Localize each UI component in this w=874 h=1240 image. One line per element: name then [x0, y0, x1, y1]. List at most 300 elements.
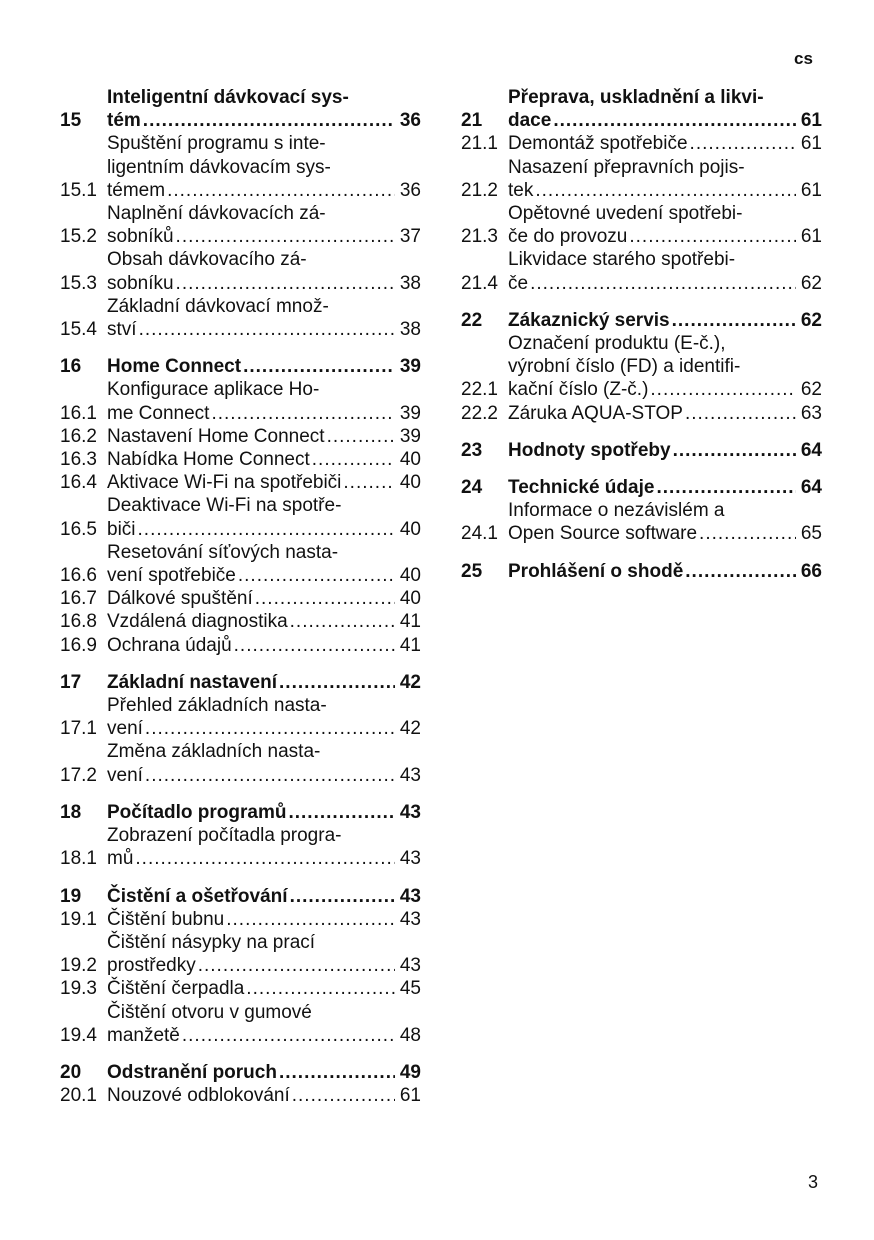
entry-body — [107, 471, 421, 494]
entry-title-line: Čištění násypky na prací — [107, 931, 316, 953]
entry-number: 21.2 — [461, 179, 498, 201]
entry-last-line — [107, 109, 421, 132]
entry-body — [107, 494, 421, 540]
entry-title-line: vení spotřebiče — [107, 565, 236, 587]
entry-body — [107, 931, 421, 977]
language-code: cs — [794, 49, 813, 68]
entry-number: 25 — [461, 560, 483, 582]
entry-title-line: sobníků — [107, 226, 174, 248]
entry-title-line: Čištění čerpadla — [107, 978, 245, 1000]
entry-title-line: ství — [107, 319, 137, 341]
entry-body — [508, 86, 822, 132]
dot-leader — [327, 425, 395, 448]
toc-heading[interactable] — [461, 560, 822, 583]
entry-number: 16.6 — [60, 565, 97, 587]
entry-number: 17.2 — [60, 764, 97, 786]
entry-last-line — [508, 132, 822, 155]
page-ref: 40 — [399, 449, 421, 471]
page-ref: 36 — [399, 179, 421, 201]
dot-leader — [673, 439, 796, 462]
entry-body — [107, 1001, 421, 1047]
page-ref: 43 — [399, 764, 421, 786]
entry-title-line: mů — [107, 848, 134, 870]
dot-leader — [279, 1061, 395, 1084]
entry-number: 21.4 — [461, 272, 498, 294]
entry-last-line — [107, 587, 421, 610]
entry-title-line: tém — [107, 110, 141, 132]
page-ref: 36 — [399, 110, 421, 132]
entry-body — [508, 402, 822, 425]
dot-leader — [279, 671, 395, 694]
dot-leader — [672, 309, 796, 332]
entry-title-line: vení — [107, 764, 143, 786]
page-ref: 43 — [399, 885, 421, 907]
page-ref: 43 — [399, 908, 421, 930]
page-ref: 62 — [800, 272, 822, 294]
entry-last-line — [107, 272, 421, 295]
toc-entry[interactable] — [461, 132, 822, 155]
entry-number: 16.3 — [60, 449, 97, 471]
entry-body — [508, 439, 822, 462]
page-ref: 43 — [399, 801, 421, 823]
entry-number: 24 — [461, 477, 483, 499]
page-ref: 37 — [399, 226, 421, 248]
entry-title-line: témem — [107, 179, 166, 201]
page-ref: 40 — [399, 588, 421, 610]
entry-last-line — [107, 179, 421, 202]
entry-last-line — [107, 518, 421, 541]
entry-number: 15.3 — [60, 272, 97, 294]
toc-heading[interactable] — [60, 1061, 421, 1084]
toc-entry[interactable] — [60, 931, 421, 977]
page-ref: 48 — [399, 1024, 421, 1046]
toc-entry[interactable] — [60, 908, 421, 931]
entry-number: 15.1 — [60, 179, 97, 201]
toc-section — [60, 1061, 421, 1107]
entry-title-line: Nabídka Home Connect — [107, 449, 310, 471]
entry-title-line: Dálkové spuštění — [107, 588, 253, 610]
dot-leader — [238, 564, 395, 587]
entry-last-line — [107, 847, 421, 870]
entry-body — [107, 378, 421, 424]
toc-entry[interactable] — [60, 471, 421, 494]
entry-body — [508, 332, 822, 402]
entry-title-line: Ochrana údajů — [107, 634, 232, 656]
toc-entry[interactable] — [60, 740, 421, 786]
entry-number: 18.1 — [60, 848, 97, 870]
page-ref: 41 — [399, 611, 421, 633]
entry-title-line: Nastavení Home Connect — [107, 425, 325, 447]
entry-title-line: Přeprava, uskladnění a likvi- — [508, 87, 764, 108]
dot-leader — [690, 132, 796, 155]
entry-title-line: Home Connect — [107, 356, 242, 378]
entry-title-line: Likvidace starého spotřebi- — [508, 249, 736, 271]
page-ref: 64 — [800, 477, 822, 499]
entry-number: 15.4 — [60, 319, 97, 341]
entry-last-line — [107, 634, 421, 657]
entry-number: 16.5 — [60, 518, 97, 540]
entry-title-line: Demontáž spotřebiče — [508, 133, 688, 155]
entry-title-line: Open Source software — [508, 523, 698, 545]
entry-last-line — [107, 908, 421, 931]
entry-body — [508, 560, 822, 583]
entry-title-line: kační číslo (Z-č.) — [508, 379, 649, 401]
dot-leader — [198, 954, 395, 977]
toc-heading[interactable] — [60, 671, 421, 694]
entry-title-line: výrobní číslo (FD) a identifi- — [508, 356, 741, 378]
entry-number: 21.3 — [461, 226, 498, 248]
dot-leader — [530, 272, 796, 295]
toc-entry[interactable] — [60, 634, 421, 657]
entry-title-line: Nasazení přepravních pojis- — [508, 156, 745, 178]
dot-leader — [246, 977, 395, 1000]
toc-entry[interactable] — [461, 499, 822, 545]
entry-last-line — [508, 272, 822, 295]
entry-title-line: Čištění bubnu — [107, 908, 225, 930]
entry-number: 19.4 — [60, 1024, 97, 1046]
entry-title-line: Opětovné uvedení spotřebi- — [508, 203, 743, 225]
entry-body — [107, 448, 421, 471]
entry-title-line: prostředky — [107, 955, 196, 977]
page-ref: 40 — [399, 518, 421, 540]
entry-body — [107, 977, 421, 1000]
dot-leader — [145, 764, 395, 787]
entry-title-line: Deaktivace Wi-Fi na spotře- — [107, 495, 342, 517]
entry-last-line — [508, 439, 822, 462]
page-ref: 66 — [800, 560, 822, 582]
dot-leader — [176, 225, 395, 248]
page-ref: 62 — [800, 309, 822, 331]
entry-body — [508, 309, 822, 332]
entry-body — [107, 885, 421, 908]
entry-title-line: Změna základních nasta- — [107, 741, 321, 763]
toc-heading[interactable] — [461, 86, 822, 132]
entry-last-line — [107, 977, 421, 1000]
dot-leader — [290, 885, 395, 908]
entry-last-line — [107, 801, 421, 824]
entry-title-line: Informace o nezávislém a — [508, 500, 725, 522]
entry-number: 16.1 — [60, 402, 97, 424]
entry-body — [508, 499, 822, 545]
entry-last-line — [508, 179, 822, 202]
toc-heading[interactable] — [60, 801, 421, 824]
toc-entry[interactable] — [60, 1084, 421, 1107]
entry-title-line: Spuštění programu s inte- — [107, 133, 326, 155]
dot-leader — [312, 448, 395, 471]
entry-last-line — [107, 471, 421, 494]
entry-title-line: manžetě — [107, 1024, 180, 1046]
entry-last-line — [508, 522, 822, 545]
toc-entry[interactable] — [60, 448, 421, 471]
dot-leader — [685, 402, 796, 425]
entry-number: 23 — [461, 439, 483, 461]
entry-body — [107, 202, 421, 248]
toc-entry[interactable] — [461, 402, 822, 425]
toc-entry[interactable] — [60, 494, 421, 540]
entry-last-line — [107, 448, 421, 471]
entry-title-line: Čistění a ošetřování — [107, 885, 288, 907]
toc-section — [461, 439, 822, 462]
entry-last-line — [508, 476, 822, 499]
toc-entry[interactable] — [60, 610, 421, 633]
entry-last-line — [107, 764, 421, 787]
entry-title-line: dace — [508, 110, 552, 132]
entry-number: 19 — [60, 885, 82, 907]
entry-last-line — [107, 355, 421, 378]
entry-number: 24.1 — [461, 523, 498, 545]
entry-title-line: Nouzové odblokování — [107, 1085, 290, 1107]
page-ref: 61 — [800, 110, 822, 132]
entry-title-line: biči — [107, 518, 136, 540]
toc-entry[interactable] — [60, 1001, 421, 1047]
entry-number: 22.2 — [461, 402, 498, 424]
entry-last-line — [107, 1084, 421, 1107]
toc-entry[interactable] — [60, 694, 421, 740]
entry-last-line — [107, 717, 421, 740]
page-ref: 43 — [399, 955, 421, 977]
entry-last-line — [107, 885, 421, 908]
toc-heading[interactable] — [60, 355, 421, 378]
toc-entry[interactable] — [60, 541, 421, 587]
dot-leader — [226, 908, 395, 931]
entry-title-line: Odstranění poruch — [107, 1061, 277, 1083]
entry-body — [107, 801, 421, 824]
entry-number: 16.7 — [60, 588, 97, 610]
entry-title-line: Počítadlo programů — [107, 801, 287, 823]
entry-number: 20 — [60, 1061, 82, 1083]
toc-section — [60, 885, 421, 1047]
dot-leader — [135, 847, 395, 870]
entry-body — [107, 824, 421, 870]
entry-title-line: vení — [107, 718, 143, 740]
entry-number: 16.8 — [60, 611, 97, 633]
entry-number: 18 — [60, 801, 82, 823]
entry-body — [107, 355, 421, 378]
toc-column-right — [461, 86, 822, 597]
toc-entry[interactable] — [60, 977, 421, 1000]
dot-leader — [656, 476, 796, 499]
entry-number: 17 — [60, 671, 82, 693]
dot-leader — [176, 272, 395, 295]
entry-title-line: ligentním dávkovacím sys- — [107, 156, 331, 178]
entry-number: 16 — [60, 356, 82, 378]
entry-title-line: Technické údaje — [508, 477, 655, 499]
page-ref: 39 — [399, 356, 421, 378]
toc-entry[interactable] — [60, 824, 421, 870]
entry-body — [107, 908, 421, 931]
toc-entry[interactable] — [60, 132, 421, 202]
entry-body — [107, 248, 421, 294]
toc-entry[interactable] — [60, 295, 421, 341]
entry-last-line — [508, 225, 822, 248]
dot-leader — [650, 378, 796, 401]
page-ref: 61 — [399, 1085, 421, 1107]
dot-leader — [685, 560, 796, 583]
entry-body — [508, 476, 822, 499]
entry-title-line: Aktivace Wi-Fi na spotřebiči — [107, 472, 342, 494]
entry-title-line: Zobrazení počítadla progra- — [107, 825, 342, 847]
entry-number: 15.2 — [60, 226, 97, 248]
entry-body — [107, 740, 421, 786]
dot-leader — [139, 318, 395, 341]
toc-section — [60, 801, 421, 871]
dot-leader — [292, 1084, 395, 1107]
entry-body — [107, 425, 421, 448]
page-ref: 62 — [800, 379, 822, 401]
entry-title-line: Zákaznický servis — [508, 309, 670, 331]
dot-leader — [182, 1024, 395, 1047]
toc-entry[interactable] — [60, 248, 421, 294]
toc-heading[interactable] — [461, 309, 822, 332]
page-ref: 45 — [399, 978, 421, 1000]
entry-body — [508, 248, 822, 294]
toc-column-left — [60, 86, 421, 1121]
toc-heading[interactable] — [461, 439, 822, 462]
page-ref: 40 — [399, 472, 421, 494]
page-ref: 61 — [800, 133, 822, 155]
page-ref: 39 — [399, 425, 421, 447]
entry-body — [107, 86, 421, 132]
entry-title-line: Inteligentní dávkovací sys- — [107, 87, 349, 108]
entry-last-line — [508, 109, 822, 132]
entry-title-line: če do provozu — [508, 226, 628, 248]
page-ref: 61 — [800, 226, 822, 248]
dot-leader — [343, 471, 395, 494]
entry-title-line: Prohlášení o shodě — [508, 560, 684, 582]
entry-number: 16.9 — [60, 634, 97, 656]
page-number: 3 — [808, 1172, 819, 1192]
entry-body — [107, 610, 421, 633]
entry-last-line — [508, 560, 822, 583]
toc-section — [60, 671, 421, 787]
toc-entry[interactable] — [60, 425, 421, 448]
entry-title-line: Resetování síťových nasta- — [107, 541, 339, 563]
entry-last-line — [107, 318, 421, 341]
entry-title-line: Konfigurace aplikace Ho- — [107, 379, 320, 401]
toc-section — [60, 355, 421, 657]
entry-body — [107, 634, 421, 657]
entry-last-line — [107, 564, 421, 587]
dot-leader — [145, 717, 395, 740]
entry-title-line: Obsah dávkovacího zá- — [107, 249, 307, 271]
entry-number: 22 — [461, 309, 483, 331]
entry-number: 21 — [461, 110, 483, 132]
toc-entry[interactable] — [461, 248, 822, 294]
entry-body — [107, 587, 421, 610]
entry-last-line — [508, 402, 822, 425]
dot-leader — [167, 179, 395, 202]
entry-last-line — [107, 402, 421, 425]
entry-title-line: tek — [508, 179, 534, 201]
toc-entry[interactable] — [461, 156, 822, 202]
entry-title-line: Základní dávkovací množ- — [107, 295, 329, 317]
entry-last-line — [107, 225, 421, 248]
entry-number: 21.1 — [461, 133, 498, 155]
dot-leader — [553, 109, 796, 132]
entry-number: 19.2 — [60, 955, 97, 977]
entry-title-line: Záruka AQUA-STOP — [508, 402, 683, 424]
entry-number: 16.4 — [60, 472, 97, 494]
page-ref: 65 — [800, 523, 822, 545]
entry-number: 19.3 — [60, 978, 97, 1000]
entry-title-line: Základní nastavení — [107, 671, 278, 693]
page-ref: 38 — [399, 272, 421, 294]
dot-leader — [211, 402, 395, 425]
entry-last-line — [107, 671, 421, 694]
dot-leader — [290, 610, 395, 633]
toc-section — [461, 309, 822, 425]
entry-body — [107, 541, 421, 587]
toc-heading[interactable] — [60, 885, 421, 908]
toc-entry[interactable] — [60, 202, 421, 248]
entry-last-line — [508, 309, 822, 332]
entry-number: 22.1 — [461, 379, 498, 401]
page-ref: 63 — [800, 402, 822, 424]
entry-number: 16.2 — [60, 425, 97, 447]
toc-entry[interactable] — [60, 378, 421, 424]
dot-leader — [699, 522, 796, 545]
dot-leader — [243, 355, 395, 378]
entry-last-line — [107, 1024, 421, 1047]
entry-title-line: Naplnění dávkovacích zá- — [107, 203, 326, 225]
entry-body — [107, 694, 421, 740]
page-ref: 49 — [399, 1061, 421, 1083]
page-ref: 42 — [399, 671, 421, 693]
entry-title-line: sobníku — [107, 272, 174, 294]
toc-entry[interactable] — [461, 332, 822, 402]
toc-entry[interactable] — [60, 587, 421, 610]
entry-title-line: Označení produktu (E-č.), — [508, 333, 726, 355]
toc-section — [461, 476, 822, 546]
toc-section — [60, 86, 421, 341]
page-ref: 41 — [399, 634, 421, 656]
entry-body — [107, 295, 421, 341]
entry-title-line: Hodnoty spotřeby — [508, 439, 671, 461]
entry-body — [107, 132, 421, 202]
toc-heading[interactable] — [461, 476, 822, 499]
dot-leader — [629, 225, 796, 248]
toc-section — [461, 560, 822, 583]
entry-last-line — [107, 425, 421, 448]
page-ref: 43 — [399, 848, 421, 870]
dot-leader — [234, 634, 395, 657]
page-ref: 38 — [399, 319, 421, 341]
dot-leader — [288, 801, 395, 824]
toc-entry[interactable] — [461, 202, 822, 248]
page-ref: 42 — [399, 718, 421, 740]
page-ref: 64 — [800, 439, 822, 461]
page-ref: 40 — [399, 565, 421, 587]
dot-leader — [138, 518, 395, 541]
entry-number: 19.1 — [60, 908, 97, 930]
entry-body — [508, 156, 822, 202]
entry-title-line: Vzdálená diagnostika — [107, 611, 288, 633]
dot-leader — [535, 179, 796, 202]
page-ref: 39 — [399, 402, 421, 424]
entry-body — [107, 671, 421, 694]
entry-last-line — [508, 378, 822, 401]
toc-section — [461, 86, 822, 295]
entry-title-line: Čištění otvoru v gumové — [107, 1001, 312, 1023]
entry-number: 20.1 — [60, 1085, 97, 1107]
entry-number: 15 — [60, 110, 82, 132]
toc-heading[interactable] — [60, 86, 421, 132]
entry-body — [508, 202, 822, 248]
entry-body — [107, 1084, 421, 1107]
entry-last-line — [107, 610, 421, 633]
dot-leader — [143, 109, 395, 132]
entry-body — [508, 132, 822, 155]
